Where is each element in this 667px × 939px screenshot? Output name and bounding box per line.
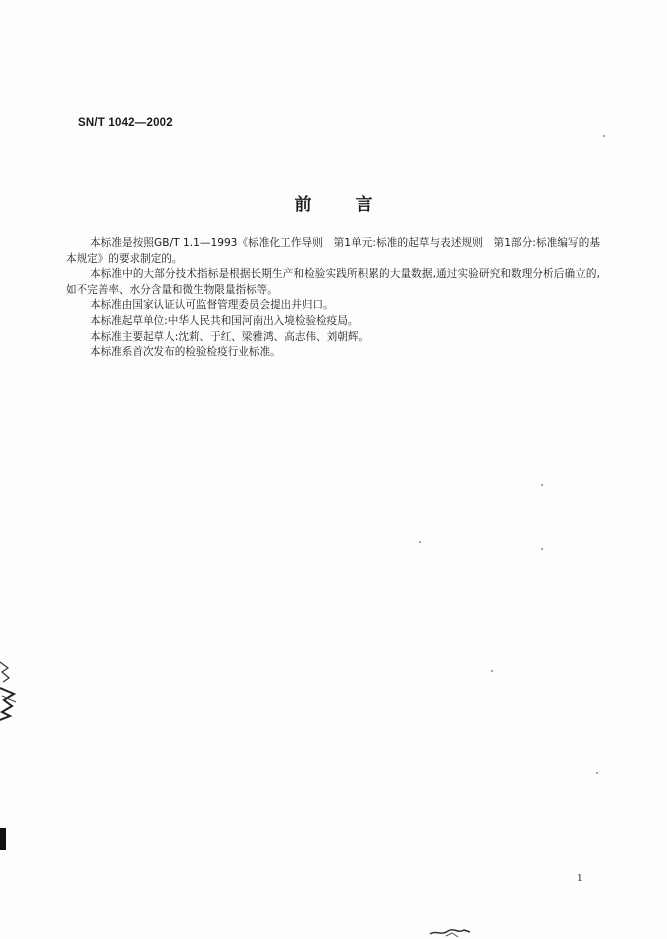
foreword-body — [66, 236, 600, 361]
scan-speck — [541, 484, 543, 486]
paragraph-5: 本标准主要起草人:沈莉、于红、梁雅鸿、高志伟、刘朝辉。 — [90, 330, 370, 343]
scan-artifact-left — [0, 660, 20, 740]
page-title — [0, 190, 667, 215]
paragraph-6: 本标准系首次发布的检验检疫行业标准。 — [90, 346, 281, 359]
page-number: 1 — [577, 872, 583, 884]
scan-artifact-bottom — [428, 922, 472, 939]
scan-speck — [491, 670, 493, 672]
scan-speck — [541, 548, 543, 550]
scan-speck — [603, 135, 605, 137]
paragraph-1: 本标准是按照GB/T 1.1—1993《标准化工作导则 第1单元:标准的起草与表述规则 第1部分:标准编写的基本规定》的要求制定的。 — [66, 237, 600, 265]
paragraph-2: 本标准中的大部分技术指标是根据长期生产和检验实践所积累的大量数据,通过实验研究和数理分析后确立的,如不完善率、水分含量和微生物限量指标等。 — [66, 268, 600, 296]
paragraph-4: 本标准起草单位:中华人民共和国河南出入境检验检疫局。 — [90, 314, 359, 327]
standard-code: SN/T 1042—2002 — [78, 117, 173, 129]
scan-speck — [596, 772, 598, 774]
title-char-1: 前 — [294, 195, 312, 215]
scan-artifact-edge — [0, 828, 6, 850]
scan-speck — [419, 541, 421, 543]
paragraph-3: 本标准由国家认证认可监督管理委员会提出并归口。 — [90, 299, 334, 312]
title-char-2: 言 — [355, 195, 373, 215]
